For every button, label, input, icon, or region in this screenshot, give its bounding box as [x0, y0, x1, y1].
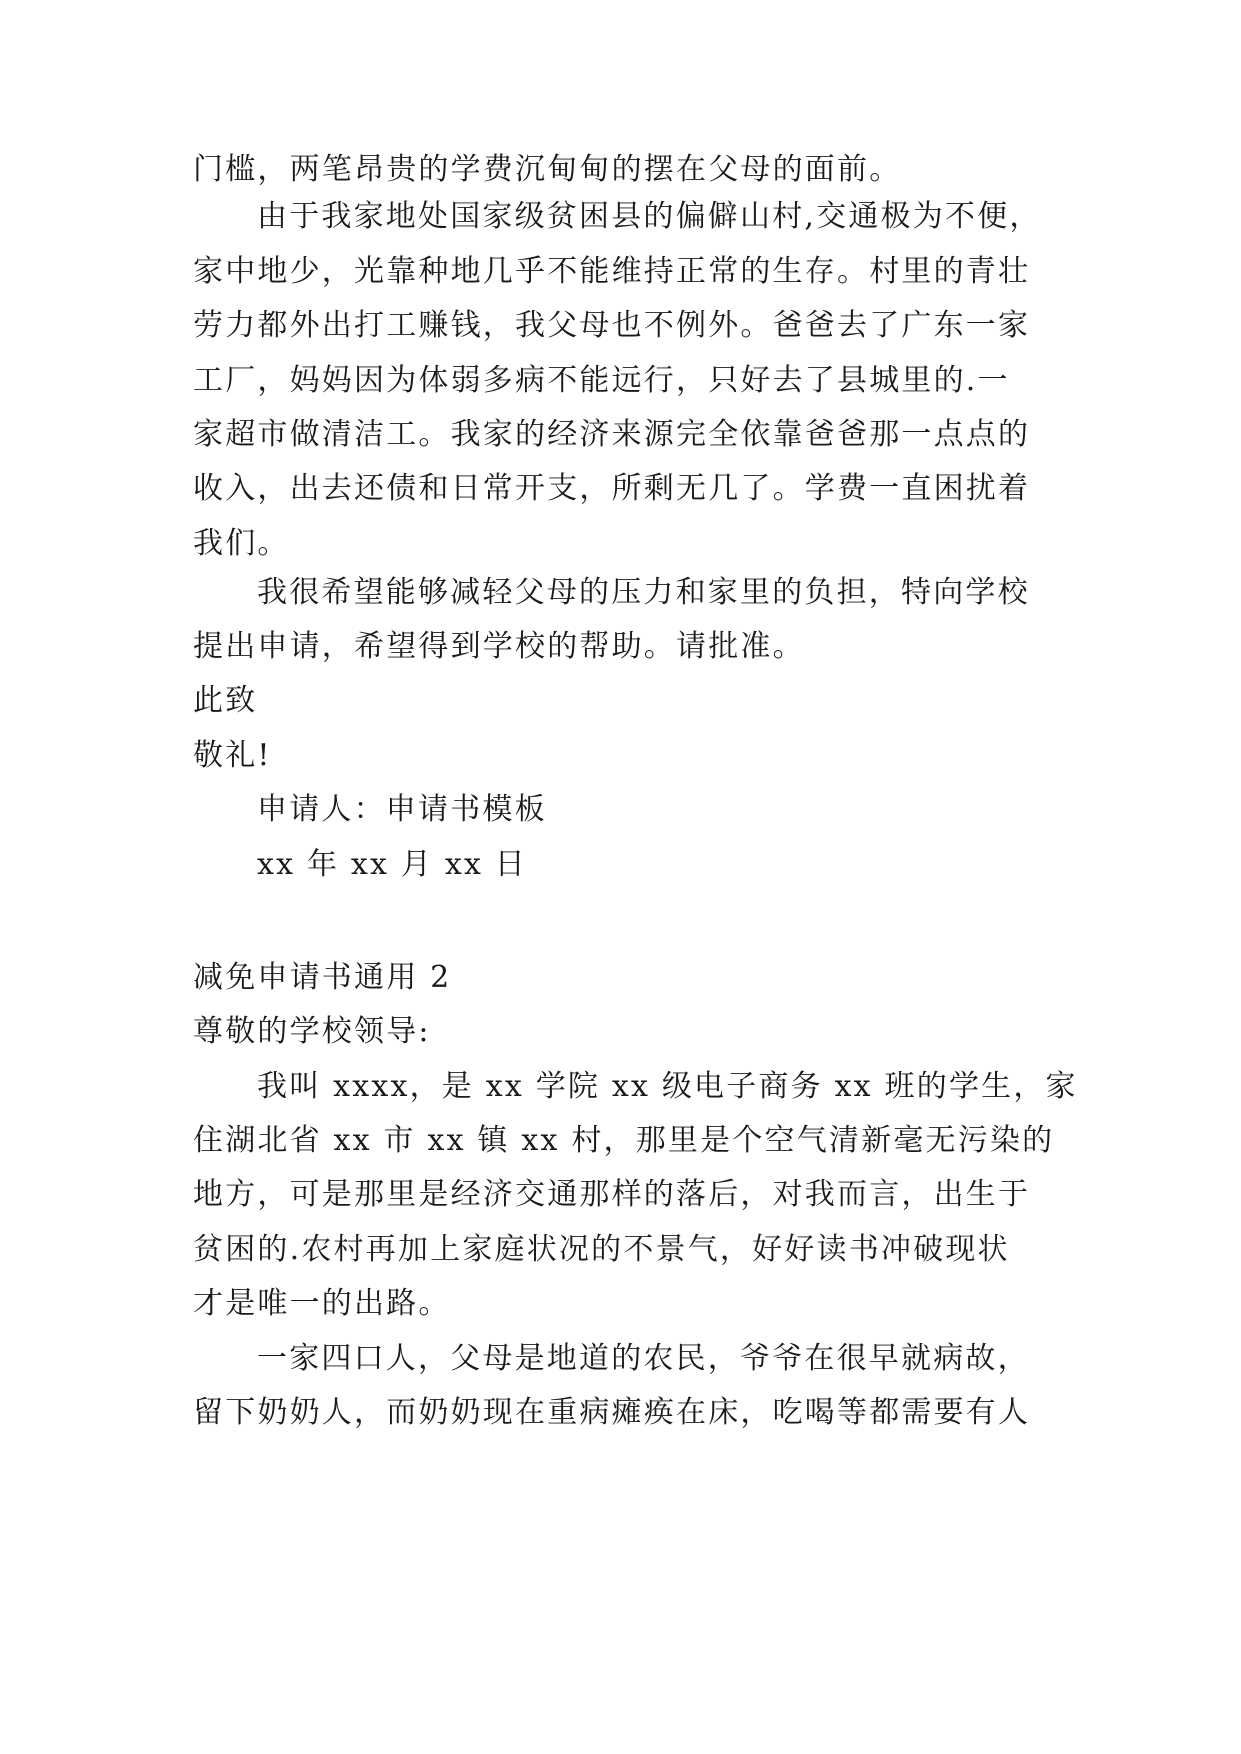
text-line: 由于我家地处国家级贫困县的偏僻山村,交通极为不便，	[257, 199, 1042, 234]
text-line: 门槛，两笔昂贵的学费沉甸甸的摆在父母的面前。	[193, 152, 902, 187]
text-line: 才是唯一的出路。	[193, 1286, 451, 1321]
text-line: 我很希望能够减轻父母的压力和家里的负担，特向学校	[257, 575, 1030, 610]
text-line: 地方，可是那里是经济交通那样的落后，对我而言，出生于	[193, 1177, 1031, 1212]
date-line: xx 年 xx 月 xx 日	[257, 847, 527, 882]
text-line: 住湖北省 xx 市 xx 镇 xx 村，那里是个空气清新毫无污染的	[193, 1123, 1055, 1158]
text-line: 我叫 xxxx，是 xx 学院 xx 级电子商务 xx 班的学生，家	[257, 1069, 1078, 1104]
text-line: 家超市做清洁工。我家的经济来源完全依靠爸爸那一点点的	[193, 417, 1031, 452]
section-title: 减免申请书通用 2	[193, 960, 452, 995]
closing-line: 敬礼!	[193, 738, 272, 773]
text-line: 留下奶奶人，而奶奶现在重病瘫痪在床，吃喝等都需要有人	[193, 1395, 1031, 1430]
text-line: 劳力都外出打工赚钱，我父母也不例外。爸爸去了广东一家	[193, 308, 1031, 343]
text-line: 一家四口人，父母是地道的农民，爷爷在很早就病故，	[257, 1341, 1030, 1376]
text-line: 工厂，妈妈因为体弱多病不能远行，只好去了县城里的.一	[193, 363, 1010, 398]
text-line: 家中地少，光靠种地几乎不能维持正常的生存。村里的青壮	[193, 254, 1031, 289]
text-line: 提出申请，希望得到学校的帮助。请批准。	[193, 629, 805, 664]
closing-line: 此致	[193, 683, 258, 718]
text-line: 贫困的.农村再加上家庭状况的不景气，好好读书冲破现状	[193, 1232, 1010, 1267]
text-line: 收入，出去还债和日常开支，所剩无几了。学费一直困扰着	[193, 471, 1031, 506]
signature-line: 申请人：申请书模板	[257, 792, 547, 827]
text-line: 我们。	[193, 526, 290, 561]
salutation: 尊敬的学校领导:	[193, 1014, 431, 1049]
